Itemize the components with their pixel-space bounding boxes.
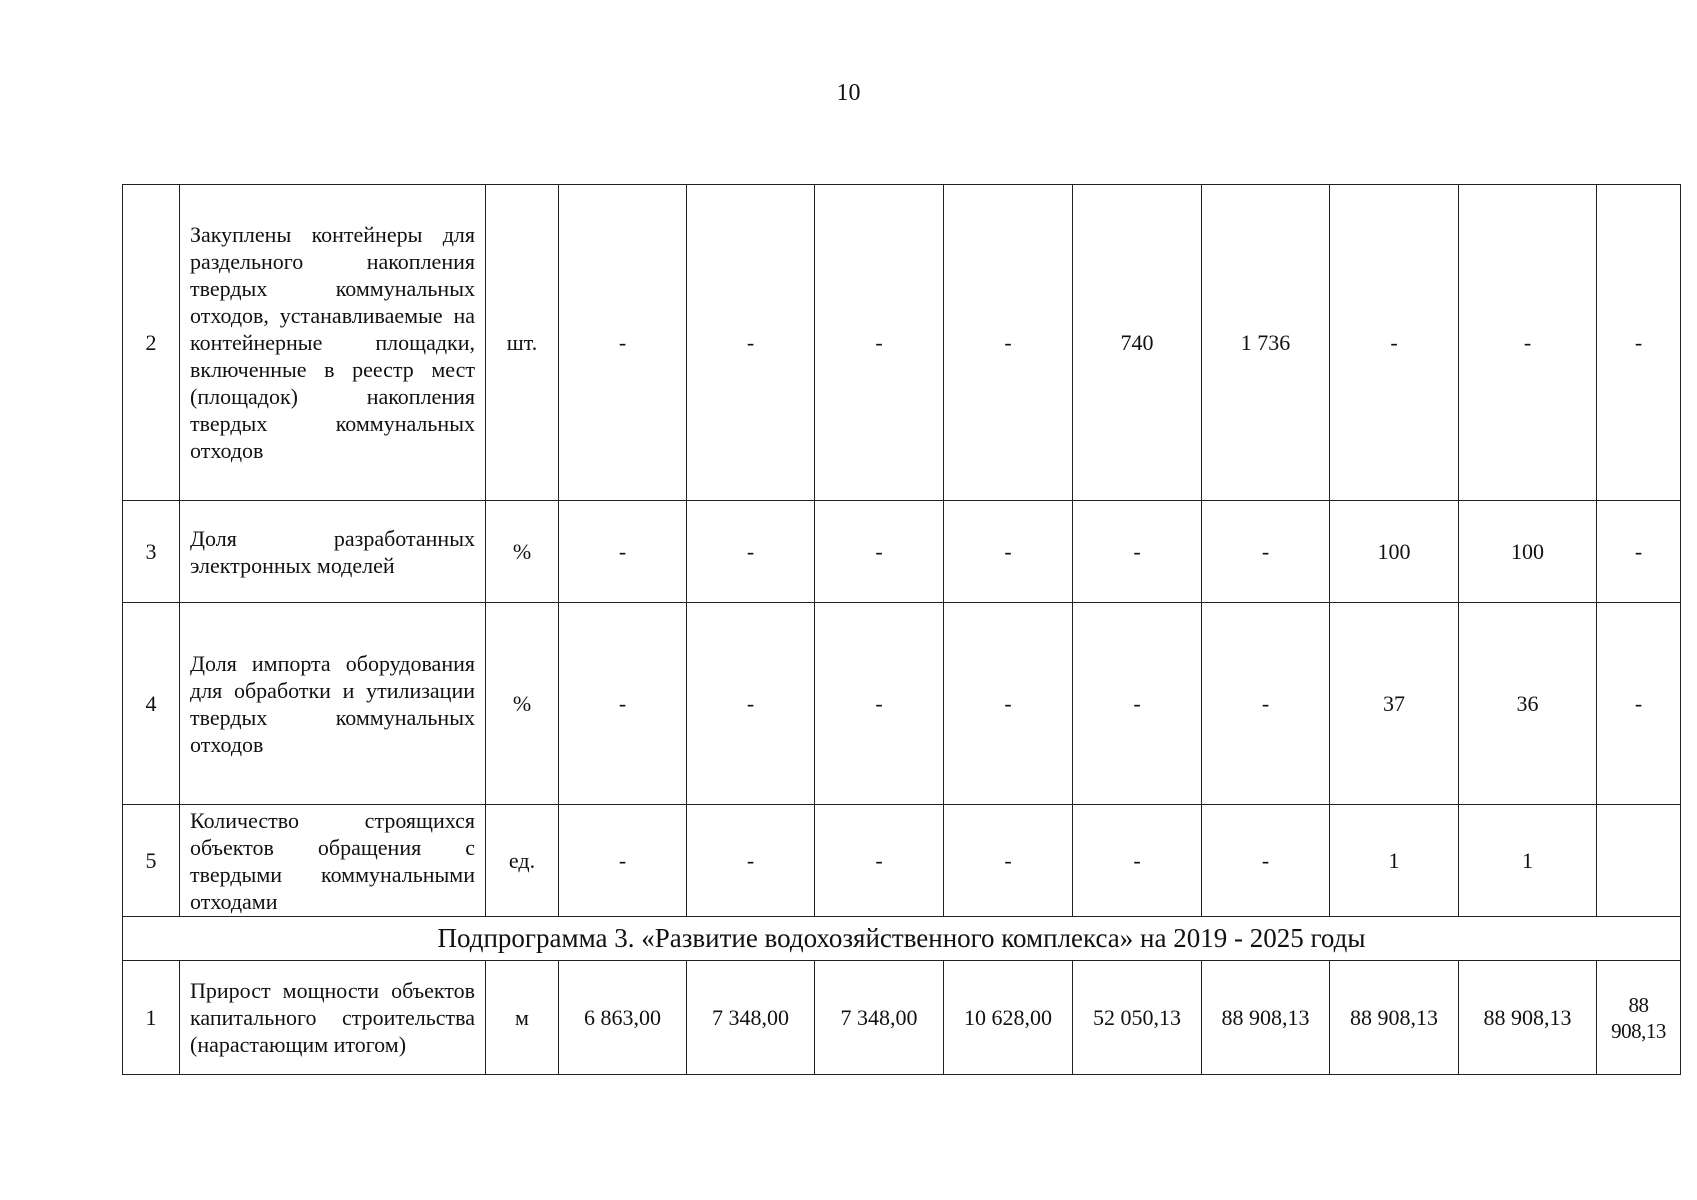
value-cell: - <box>815 501 944 603</box>
table-row <box>123 185 1681 501</box>
value-cell: - <box>559 501 687 603</box>
value-cell: - <box>815 805 944 917</box>
value-cell <box>1597 805 1681 917</box>
value-cell: - <box>1459 185 1597 501</box>
page-number: 10 <box>836 80 861 106</box>
value-cell: 88 908,13 <box>1330 961 1459 1075</box>
unit-cell: % <box>486 603 559 805</box>
value-cell: - <box>1597 603 1681 805</box>
value-cell: - <box>1202 501 1330 603</box>
value-cell: - <box>687 805 815 917</box>
value-cell: 100 <box>1459 501 1597 603</box>
indicator-description: Закуплены контейнеры для раздельного накопления твердых коммунальных отходов, устанавливаемые на контейнерные площадки, включенные в реестр мест (площадок) накопления твердых коммунальных отходов <box>180 185 486 501</box>
table-row <box>123 501 1681 603</box>
indicator-description: Доля разработанных электронных моделей <box>180 501 486 603</box>
value-cell: - <box>1073 805 1202 917</box>
value-cell: - <box>944 603 1073 805</box>
value-cell: 10 628,00 <box>944 961 1073 1075</box>
unit-cell: шт. <box>486 185 559 501</box>
unit-cell: м <box>486 961 559 1075</box>
subprogram-title: Подпрограмма 3. «Развитие водохозяйственного комплекса» на 2019 - 2025 годы <box>123 917 1681 961</box>
value-cell: 88 908,13 <box>1202 961 1330 1075</box>
table-row <box>123 603 1681 805</box>
indicators-table <box>122 184 1681 1075</box>
value-cell: 6 863,00 <box>559 961 687 1075</box>
value-cell: - <box>559 603 687 805</box>
value-cell: - <box>1330 185 1459 501</box>
value-cell: 100 <box>1330 501 1459 603</box>
value-cell: - <box>559 805 687 917</box>
value-cell: - <box>944 805 1073 917</box>
value-cell: 7 348,00 <box>815 961 944 1075</box>
row-number: 3 <box>123 501 180 603</box>
value-cell: - <box>687 501 815 603</box>
value-cell: 7 348,00 <box>687 961 815 1075</box>
row-number: 5 <box>123 805 180 917</box>
value-cell: - <box>1202 805 1330 917</box>
row-number: 1 <box>123 961 180 1075</box>
value-cell: - <box>944 501 1073 603</box>
value-cell: 88 908,13 <box>1459 961 1597 1075</box>
value-cell: - <box>687 603 815 805</box>
indicator-description: Доля импорта оборудования для обработки и утилизации твердых коммунальных отходов <box>180 603 486 805</box>
value-cell: - <box>1073 501 1202 603</box>
table-row <box>123 961 1681 1075</box>
value-cell: 88 908,13 <box>1597 961 1681 1075</box>
table-row <box>123 805 1681 917</box>
value-cell: - <box>1597 501 1681 603</box>
indicator-description: Количество строящихся объектов обращения с твердыми коммунальными отходами <box>180 805 486 917</box>
unit-cell: ед. <box>486 805 559 917</box>
value-cell: - <box>815 603 944 805</box>
row-number: 2 <box>123 185 180 501</box>
value-cell: 36 <box>1459 603 1597 805</box>
value-cell: - <box>1202 603 1330 805</box>
row-number: 4 <box>123 603 180 805</box>
value-cell: 740 <box>1073 185 1202 501</box>
value-cell: 1 736 <box>1202 185 1330 501</box>
value-cell: 37 <box>1330 603 1459 805</box>
value-cell: 1 <box>1330 805 1459 917</box>
value-cell: - <box>1597 185 1681 501</box>
value-cell: - <box>1073 603 1202 805</box>
value-cell: - <box>559 185 687 501</box>
value-cell: 52 050,13 <box>1073 961 1202 1075</box>
value-cell: - <box>687 185 815 501</box>
indicator-description: Прирост мощности объектов капитального строительства (нарастающим итогом) <box>180 961 486 1075</box>
unit-cell: % <box>486 501 559 603</box>
value-cell: 1 <box>1459 805 1597 917</box>
value-cell: - <box>815 185 944 501</box>
section-header-row <box>123 917 1681 961</box>
value-cell: - <box>944 185 1073 501</box>
